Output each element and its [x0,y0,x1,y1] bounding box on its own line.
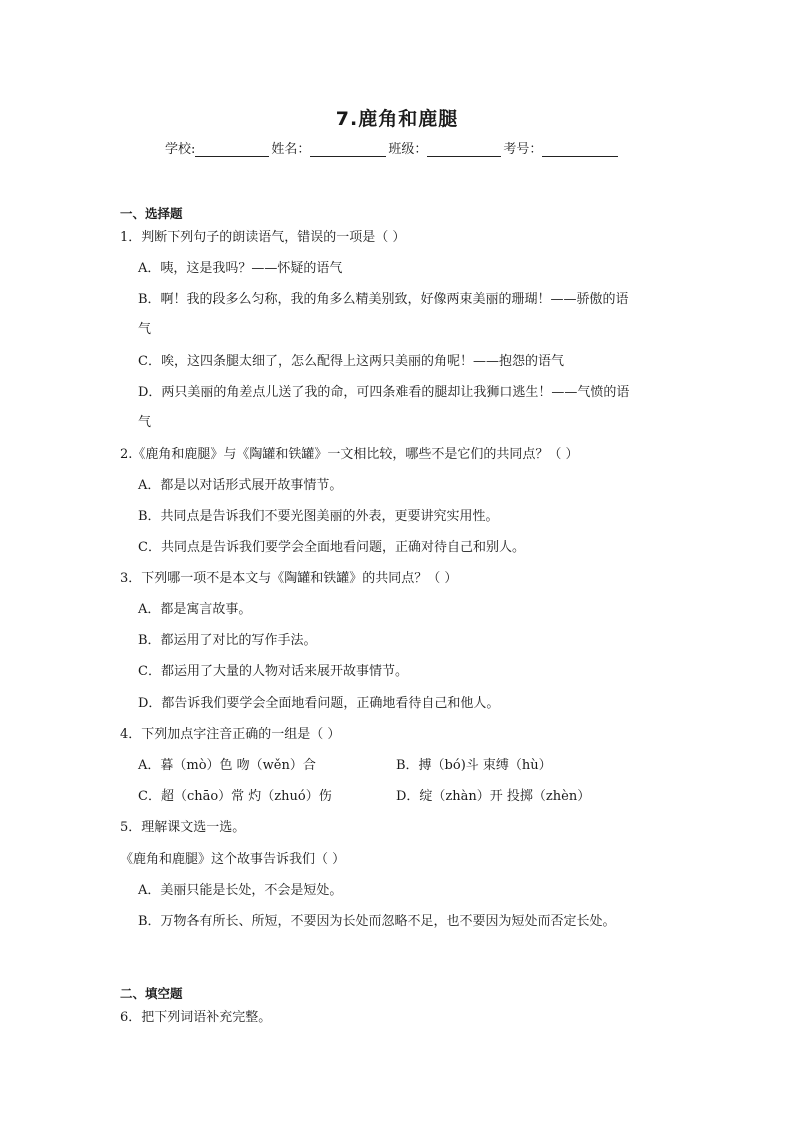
question-6-stem: 6．把下列词语补充完整。 [120,1010,272,1025]
name-blank [310,142,386,157]
question-3-option-a: A．都是寓言故事。 [138,602,252,617]
question-5-substem: 《鹿角和鹿腿》这个故事告诉我们（ ） [120,852,346,867]
question-4-stem: 4．下列加点字注音正确的一组是（ ） [120,727,341,742]
page-title: 7.鹿角和鹿腿 [335,108,459,130]
question-3-option-c: C．都运用了大量的人物对话来展开故事情节。 [138,664,408,679]
question-1-option-b: B．啊！我的段多么匀称，我的角多么精美别致，好像两束美丽的珊瑚！——骄傲的语 [138,292,629,307]
question-4-option-c: C．超（chāo）常 灼（zhuó）伤 [138,789,332,804]
question-3-stem: 3．下列哪一项不是本文与《陶罐和铁罐》的共同点？（ ） [120,571,458,586]
question-1-option-b-cont: 气 [138,322,152,337]
question-1-option-c: C．唉，这四条腿太细了，怎么配得上这两只美丽的角呢！——抱怨的语气 [138,354,564,369]
school-blank [195,142,269,157]
question-1-option-d-cont: 气 [138,415,152,430]
question-3-option-b: B．都运用了对比的写作手法。 [138,633,317,648]
question-5-option-a: A．美丽只能是长处，不会是短处。 [138,883,343,898]
question-1-option-a: A．咦，这是我吗？——怀疑的语气 [138,261,343,276]
question-2-option-c: C．共同点是告诉我们要学会全面地看问题，正确对待自己和别人。 [138,540,525,555]
section-heading-fill-blank: 二、填空题 [120,986,183,1001]
question-1-option-d: D．两只美丽的角差点儿送了我的命，可四条难看的腿却让我狮口逃生！——气愤的语 [138,385,630,400]
student-info-row [165,138,620,157]
exam-no-label: 考号： [503,142,543,157]
question-2-stem: 2.《鹿角和鹿腿》与《陶罐和铁罐》一文相比较，哪些不是它们的共同点？（ ） [120,447,579,462]
name-label: 姓名： [271,142,311,157]
question-4-option-d: D．绽（zhàn）开 投掷（zhèn） [396,789,591,804]
question-4-option-a: A．暮（mò）色 吻（wěn）合 [138,758,316,773]
question-5-option-b: B．万物各有所长、所短，不要因为长处而忽略不足，也不要因为短处而否定长处。 [138,914,616,929]
question-4-option-b: B．搏（bó)斗 束缚（hù） [396,758,552,773]
question-2-option-b: B．共同点是告诉我们不要光图美丽的外表，更要讲究实用性。 [138,509,499,524]
question-2-option-a: A．都是以对话形式展开故事情节。 [138,478,343,493]
section-heading-choice: 一、选择题 [120,206,183,221]
question-1-stem: 1．判断下列句子的朗读语气，错误的一项是（ ） [120,230,406,245]
question-3-option-d: D．都告诉我们要学会全面地看问题，正确地看待自己和他人。 [138,696,500,711]
question-5-stem: 5．理解课文选一选。 [120,820,246,835]
class-blank [427,142,501,157]
exam-no-blank [542,142,618,157]
class-label: 班级： [388,142,428,157]
school-label: 学校: [165,142,196,157]
